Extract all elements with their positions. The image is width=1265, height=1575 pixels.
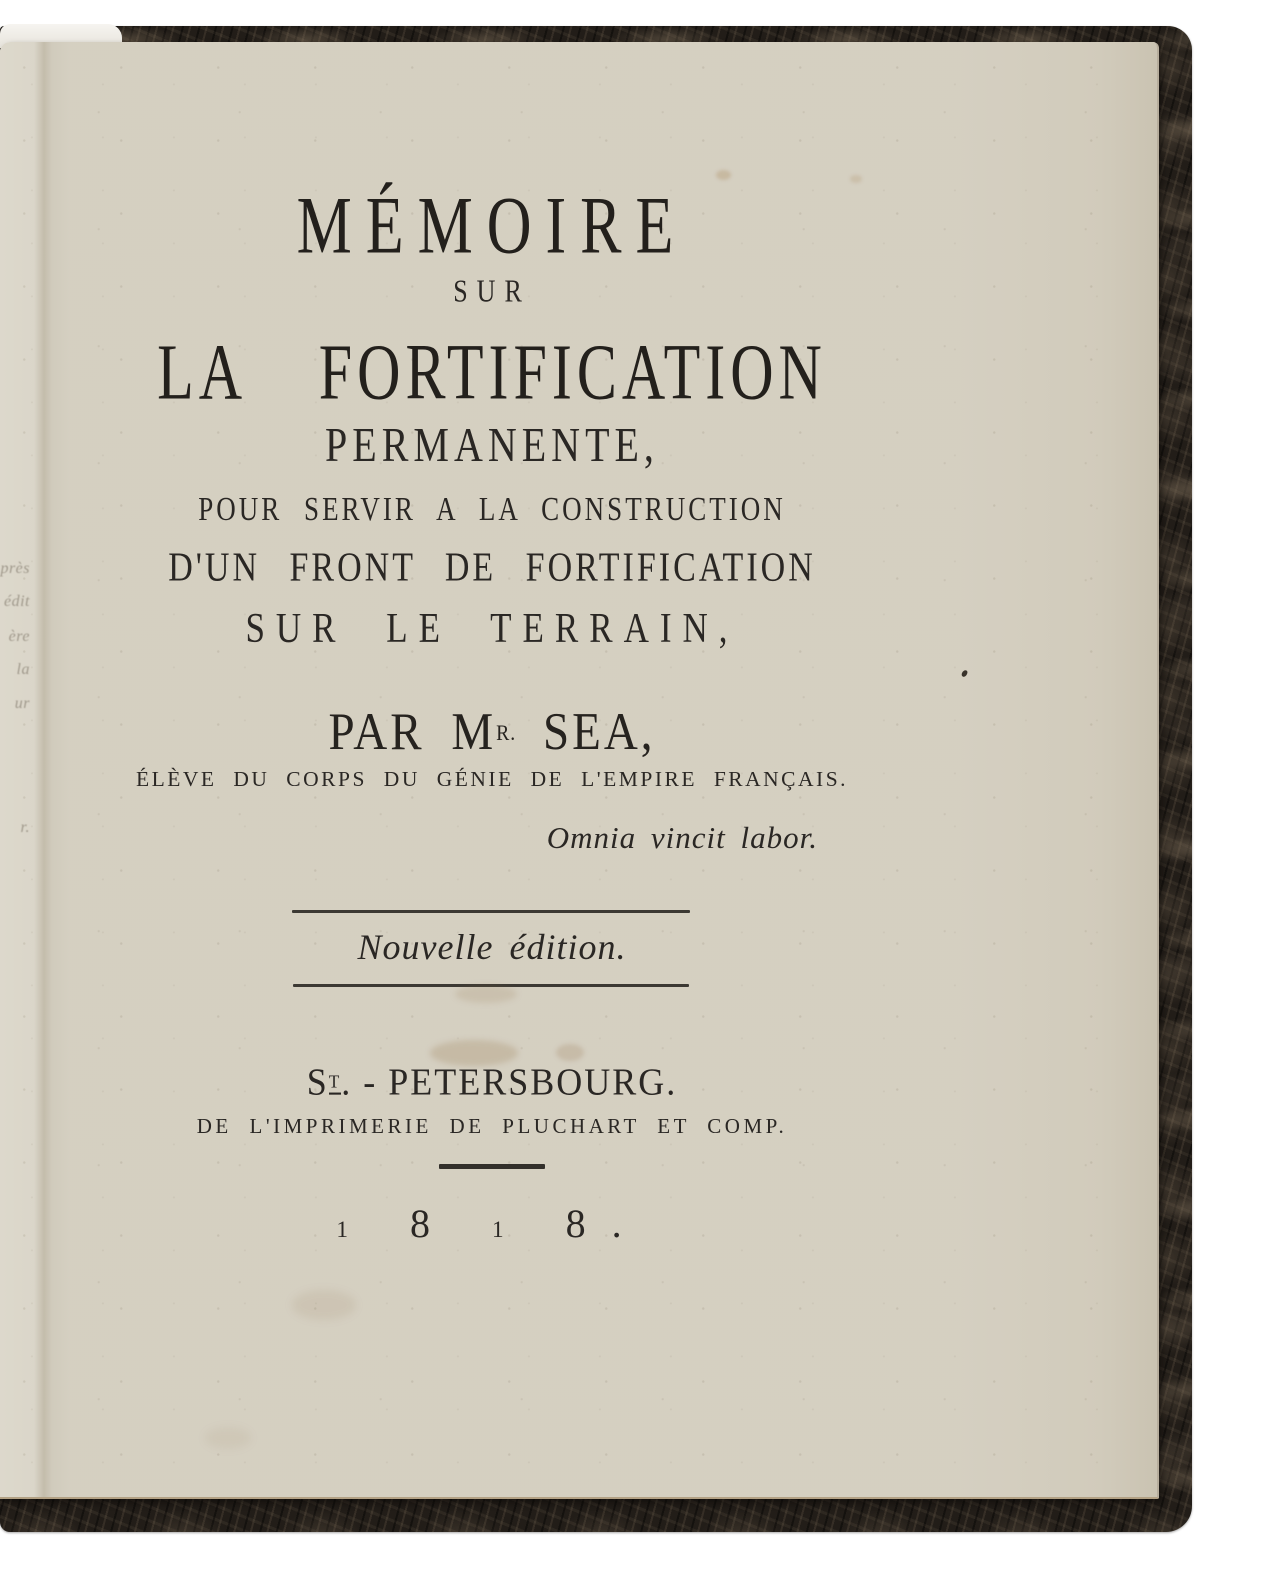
imprint-rule [439,1164,545,1169]
showthrough-text-fragment: édit [4,593,30,610]
showthrough-text-fragment: ère [8,628,30,645]
title-qualifier: PERMANENTE, [325,417,659,473]
byline-superscript: R. [496,720,517,746]
title-page-text-block [45,42,939,1497]
byline-prefix: PAR M [328,703,497,762]
showthrough-text-fragment: ur [14,695,30,712]
latin-motto: Omnia vincit labor. [546,820,818,855]
title-subject: LA FORTIFICATION [157,328,827,416]
purpose-line-1: POUR SERVIR A LA CONSTRUCTION [198,490,786,528]
title-page [0,42,1159,1499]
showthrough-text-fragment: r. [20,819,30,836]
author-name: SEA, [542,703,656,762]
purpose-line-3: SUR LE TERRAIN, [245,605,739,652]
horizontal-rule-top [292,910,690,913]
showthrough-text-fragment: près [0,560,30,577]
city-superscript: T [329,1072,342,1095]
city-initial: S [306,1061,329,1104]
author-byline [45,702,939,762]
showthrough-text-fragment: la [16,661,30,678]
imprint-publisher: DE L'IMPRIMERIE DE PLUCHART ET COMP. [196,1114,788,1138]
horizontal-rule-bottom [293,984,689,987]
purpose-line-2: D'UN FRONT DE FORTIFICATION [168,545,816,591]
edition-statement: Nouvelle édition. [357,927,627,967]
book-title: MÉMOIRE [296,181,688,272]
showthrough-fragments [0,42,40,1497]
ink-fleck [961,669,968,677]
author-affiliation: ÉLÈVE DU CORPS DU GÉNIE DE L'EMPIRE FRANÇAIS. [135,767,849,791]
city-rest: . - PETERSBOURG. [341,1061,678,1104]
title-connector: SUR [453,274,531,309]
imprint-city [45,1060,939,1104]
imprint-year: 1 8 1 8. [336,1201,648,1246]
